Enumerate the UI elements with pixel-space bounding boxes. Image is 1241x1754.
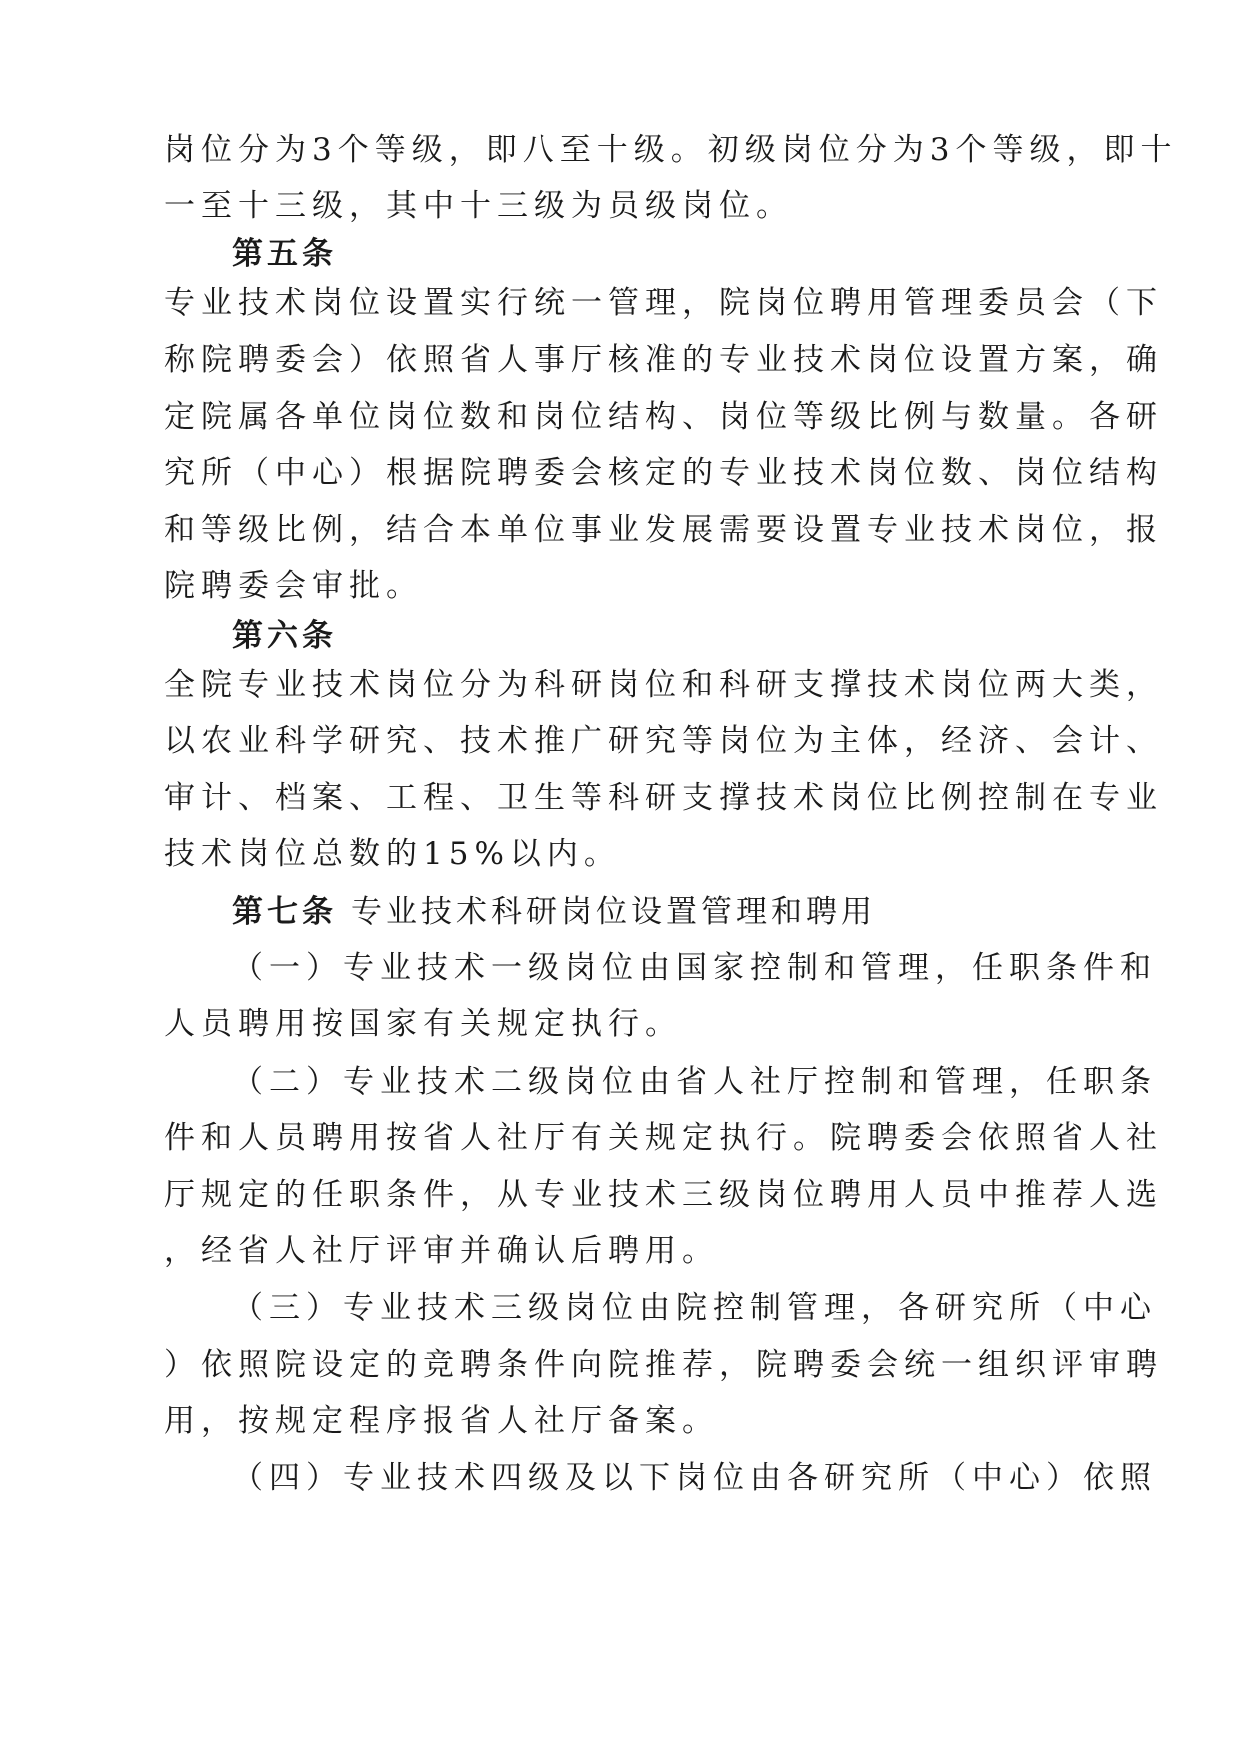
- text-line: 技术岗位总数的15%以内。: [164, 836, 621, 872]
- article-heading-6: 第六条: [232, 618, 337, 654]
- text-line: 厅规定的任职条件，从专业技术三级岗位聘用人员中推荐人选: [164, 1177, 1163, 1213]
- text-line: （三）专业技术三级岗位由院控制管理，各研究所（中心: [232, 1290, 1157, 1326]
- text-line: ，经省人社厅评审并确认后聘用。: [164, 1233, 719, 1269]
- text-line: 究所（中心）根据院聘委会核定的专业技术岗位数、岗位结构: [164, 455, 1163, 491]
- text-line: 人员聘用按国家有关规定执行。: [164, 1006, 682, 1042]
- text-line: 专业技术岗位设置实行统一管理，院岗位聘用管理委员会（下: [164, 285, 1163, 321]
- text-line: 一至十三级，其中十三级为员级岗位。: [164, 188, 793, 224]
- text-line: （二）专业技术二级岗位由省人社厅控制和管理，任职条: [232, 1064, 1157, 1100]
- text-line: 以农业科学研究、技术推广研究等岗位为主体，经济、会计、: [164, 723, 1163, 759]
- article-7-line: [232, 892, 876, 932]
- text-line: 件和人员聘用按省人社厅有关规定执行。院聘委会依照省人社: [164, 1120, 1163, 1156]
- text-line: 岗位分为3个等级，即八至十级。初级岗位分为3个等级，即十: [164, 132, 1178, 168]
- article-heading-7: 第七条: [232, 894, 337, 930]
- article-7-title: 专业技术科研岗位设置管理和聘用: [351, 894, 876, 930]
- text-line: 用，按规定程序报省人社厅备案。: [164, 1403, 719, 1439]
- text-line: 称院聘委会）依照省人事厅核准的专业技术岗位设置方案，确: [164, 342, 1163, 378]
- article-heading-5: 第五条: [232, 236, 337, 272]
- text-line: 定院属各单位岗位数和岗位结构、岗位等级比例与数量。各研: [164, 399, 1163, 435]
- text-line: （四）专业技术四级及以下岗位由各研究所（中心）依照: [232, 1460, 1157, 1496]
- text-line: 和等级比例，结合本单位事业发展需要设置专业技术岗位，报: [164, 512, 1163, 548]
- text-line: 全院专业技术岗位分为科研岗位和科研支撑技术岗位两大类，: [164, 667, 1163, 703]
- text-line: （一）专业技术一级岗位由国家控制和管理，任职条件和: [232, 950, 1157, 986]
- text-line: 审计、档案、工程、卫生等科研支撑技术岗位比例控制在专业: [164, 780, 1163, 816]
- text-line: ）依照院设定的竞聘条件向院推荐，院聘委会统一组织评审聘: [164, 1347, 1163, 1383]
- text-line: 院聘委会审批。: [164, 568, 423, 604]
